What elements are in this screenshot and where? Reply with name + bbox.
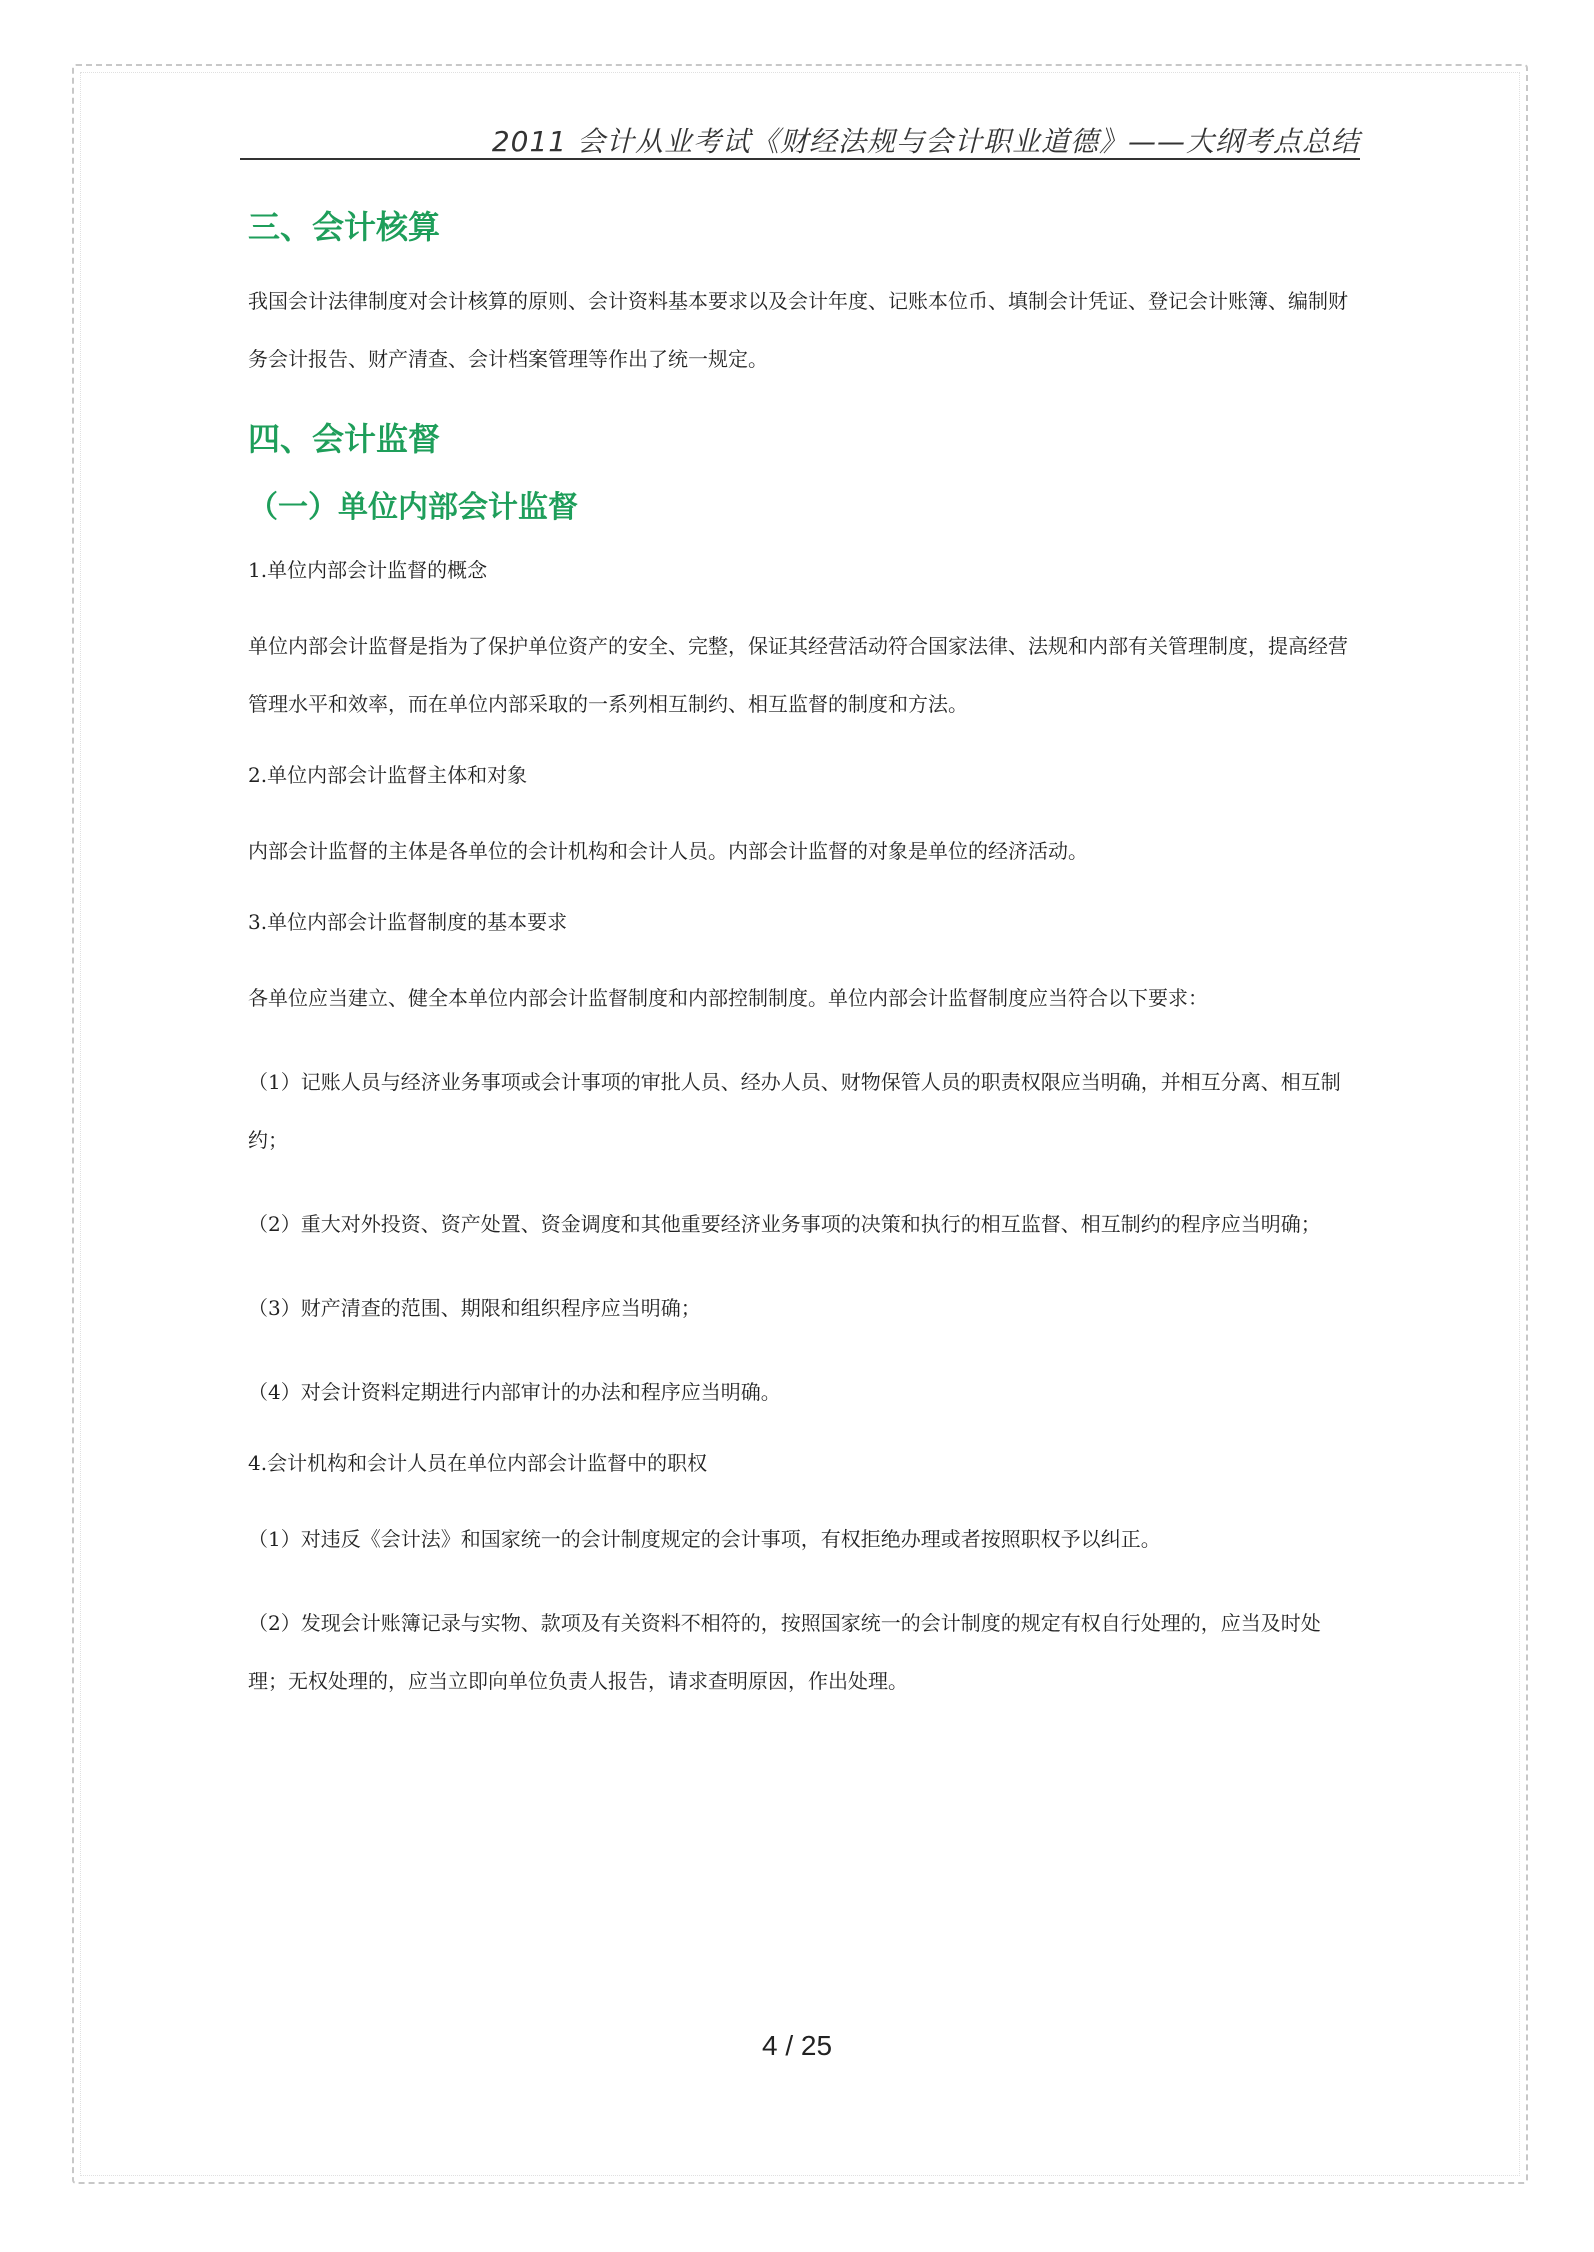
header-divider (240, 158, 1360, 160)
item-3-requirement-3: （3）财产清查的范围、期限和组织程序应当明确； (248, 1296, 701, 1320)
section-4-heading: 四、会计监督 (248, 420, 441, 458)
item-3-title: 3.单位内部会计监督制度的基本要求 (248, 910, 568, 934)
item-4-right-1: （1）对违反《会计法》和国家统一的会计制度规定的会计事项，有权拒绝办理或者按照职权予以纠正。 (248, 1527, 1161, 1551)
section-3-paragraph: 我国会计法律制度对会计核算的原则、会计资料基本要求以及会计年度、记账本位币、填制会计凭证、登记会计账簿、编制财务会计报告、财产清查、会计档案管理等作出了统一规定。 (248, 289, 1348, 371)
item-4-title: 4.会计机构和会计人员在单位内部会计监督中的职权 (248, 1451, 708, 1475)
item-4-right-2: （2）发现会计账簿记录与实物、款项及有关资料不相符的，按照国家统一的会计制度的规定有权自行处理的，应当及时处理；无权处理的，应当立即向单位负责人报告，请求查明原因，作出处理。 (248, 1611, 1321, 1693)
item-3-requirement-4: （4）对会计资料定期进行内部审计的办法和程序应当明确。 (248, 1380, 781, 1404)
item-1-title: 1.单位内部会计监督的概念 (248, 558, 488, 582)
item-3-requirement-2: （2）重大对外投资、资产处置、资金调度和其他重要经济业务事项的决策和执行的相互监督、相互制约的程序应当明确； (248, 1212, 1321, 1236)
item-2-text: 内部会计监督的主体是各单位的会计机构和会计人员。内部会计监督的对象是单位的经济活动。 (248, 839, 1088, 863)
section-4-subheading-1: （一）单位内部会计监督 (248, 490, 578, 525)
item-1-text: 单位内部会计监督是指为了保护单位资产的安全、完整，保证其经营活动符合国家法律、法规和内部有关管理制度，提高经营管理水平和效率，而在单位内部采取的一系列相互制约、相互监督的制度和方法。 (248, 634, 1348, 716)
document-header-title: 2011 会计从业考试《财经法规与会计职业道德》——大纲考点总结 (491, 125, 1360, 158)
item-3-requirement-1: （1）记账人员与经济业务事项或会计事项的审批人员、经办人员、财物保管人员的职责权限应当明确，并相互分离、相互制约； (248, 1070, 1341, 1152)
item-3-text: 各单位应当建立、健全本单位内部会计监督制度和内部控制制度。单位内部会计监督制度应当符合以下要求： (248, 986, 1208, 1010)
document-body (248, 190, 1360, 1710)
item-2-title: 2.单位内部会计监督主体和对象 (248, 763, 528, 787)
section-3-heading: 三、会计核算 (248, 208, 441, 246)
page-number: 4 / 25 (761, 2030, 833, 2061)
